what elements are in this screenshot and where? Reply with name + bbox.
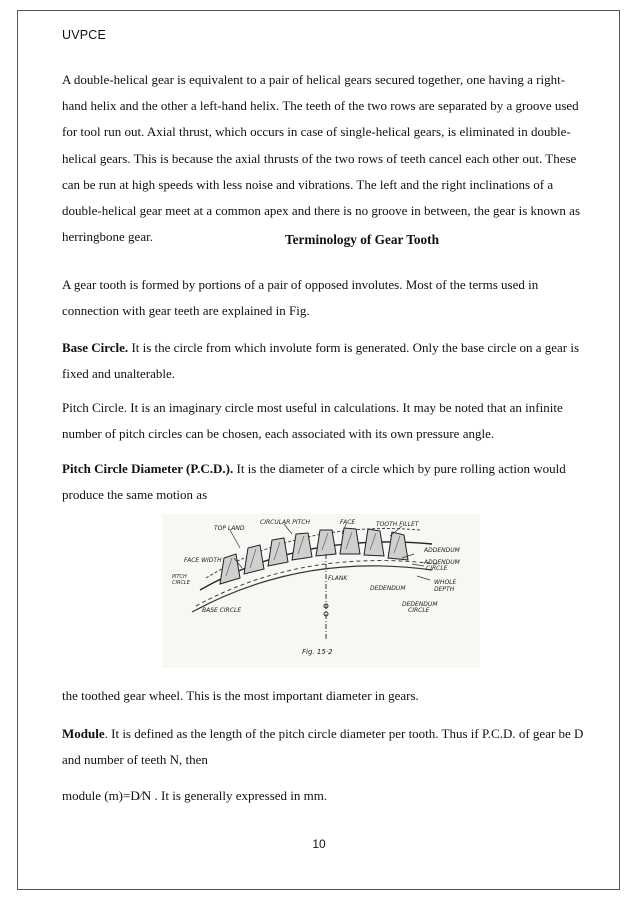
text-line: fixed and unalterable. [62, 366, 175, 382]
text-line: herringbone gear. [62, 229, 153, 245]
definition-text: . It is defined as the length of the pitch circle diameter per tooth. Thus if P.C.D. of gear be D [104, 726, 584, 741]
text-line: Pitch Circle. It is an imaginary circle most useful in calculations. It may be noted that an infinite [62, 400, 563, 415]
term-module: Module [62, 726, 105, 741]
term-base-circle: Base Circle. [62, 340, 129, 355]
paragraph-pitch-circle [62, 395, 582, 447]
label-pitch-circle: PITCH [172, 574, 187, 580]
text-line: for tool run out. Axial thrust, which occurs in case of single-helical gears, is eliminated in double- [62, 124, 571, 140]
text-line: module (m)=D⁄N . It is generally expressed in mm. [62, 788, 328, 803]
paragraph-base-circle [62, 335, 582, 387]
label-face: FACE [340, 519, 356, 526]
label-flank: FLANK [328, 575, 348, 582]
label-addendum: ADDENDUM [424, 547, 460, 554]
page-number: 10 [312, 837, 326, 851]
label-whole-depth: WHOLE [434, 579, 457, 586]
paragraph-pcd [62, 456, 582, 508]
text-line: connection with gear teeth are explained in Fig. [62, 303, 310, 319]
page-header: UVPCE [62, 28, 107, 42]
label-whole-depth: DEPTH [434, 586, 455, 593]
text-line: A double-helical gear is equivalent to a pair of helical gears secured together, one having a right- [62, 72, 566, 87]
label-face-width: FACE WIDTH [184, 557, 222, 564]
label-pitch-circle: CIRCLE [172, 580, 190, 586]
paragraph-module [62, 721, 582, 773]
text-line: can be run at high speeds with less noise and vibrations. The left and the right inclinations of a [62, 176, 554, 192]
text-line: the toothed gear wheel. This is the most important diameter in gears. [62, 688, 419, 703]
text-line: hand helix and the other a left-hand helix. The teeth of the two rows are separated by a groove used [62, 98, 579, 114]
gear-diagram [162, 514, 480, 668]
paragraph-gear-tooth [62, 272, 582, 324]
text-line: number of pitch circles can be chosen, each associated with its own pressure angle. [62, 426, 495, 442]
text-line: produce the same motion as [62, 487, 208, 503]
text-line: double-helical gear meet at a common apex and there is no groove in between, the gear is known as [62, 203, 581, 219]
paragraph-double-helical [62, 67, 582, 250]
gear-teeth [220, 528, 408, 584]
definition-text: It is the circle from which involute form is generated. Only the base circle on a gear is [128, 340, 580, 355]
text-line: helical gears. This is because the axial thrusts of the two rows of teeth cancel each other out. These [62, 150, 577, 166]
label-top-land: TOP LAND [214, 525, 245, 532]
label-addendum-circle: CIRCLE [426, 565, 448, 572]
text-line [62, 721, 582, 747]
label-circular-pitch: CIRCULAR PITCH [260, 519, 310, 526]
definition-text: It is the diameter of a circle which by pure rolling action would [233, 461, 566, 476]
gear-tooth-figure [162, 514, 480, 668]
label-dedendum-circle: DEDENDUM [402, 601, 438, 608]
label-addendum-circle: ADDENDUM [424, 559, 460, 566]
label-tooth-fillet: TOOTH FILLET [376, 521, 419, 528]
text-line [62, 335, 582, 361]
paragraph-module-formula [62, 783, 582, 809]
section-heading [0, 232, 638, 248]
label-dedendum-circle: CIRCLE [408, 607, 430, 614]
label-base-circle: BASE CIRCLE [202, 607, 242, 614]
text-line: and number of teeth N, then [62, 752, 208, 768]
text-line [62, 456, 582, 482]
heading-text: Terminology of Gear Tooth [284, 232, 440, 247]
term-pcd: Pitch Circle Diameter (P.C.D.). [62, 461, 234, 476]
label-dedendum: DEDENDUM [370, 585, 406, 592]
text-line: A gear tooth is formed by portions of a pair of opposed involutes. Most of the terms used in [62, 277, 539, 292]
paragraph-toothed-wheel [62, 683, 582, 709]
figure-caption: Fig. 15·2 [302, 648, 333, 656]
